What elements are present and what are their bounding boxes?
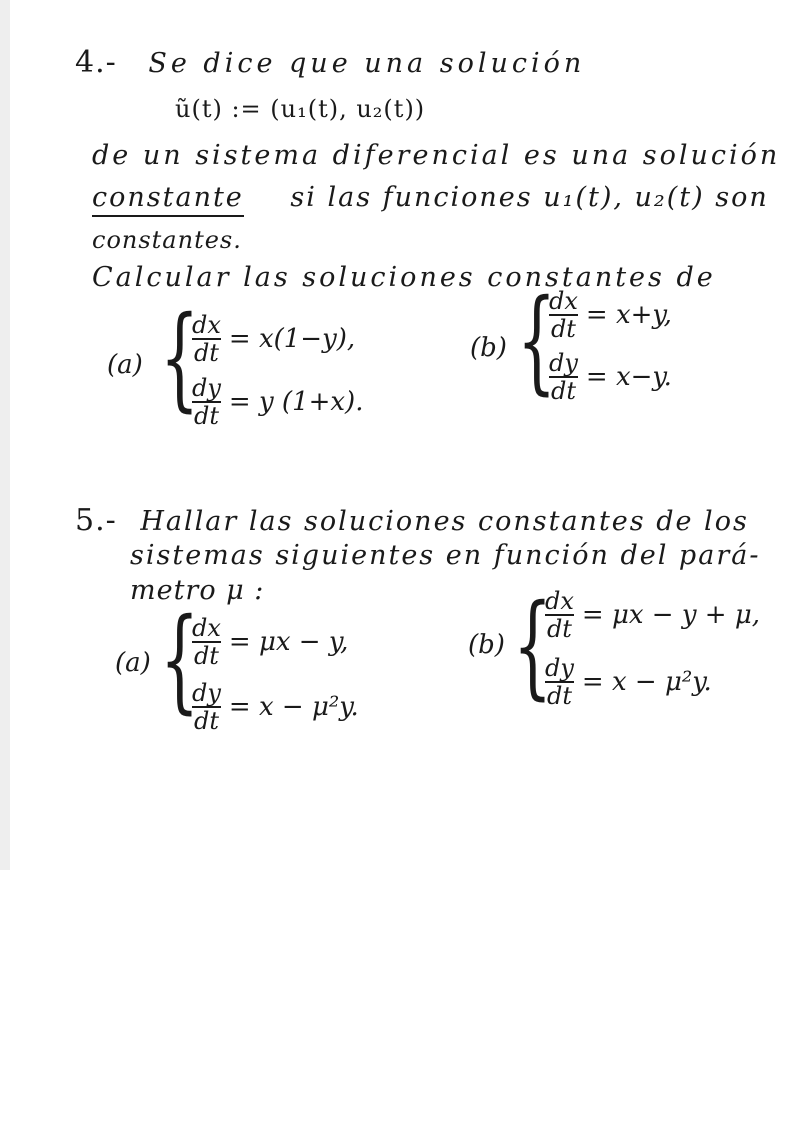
equation-rhs: = y (1+x). [228,387,364,417]
fraction-numerator: dx [545,587,574,615]
problem-4-intro-text: Se dice que una solución [148,48,586,79]
fraction [543,588,576,642]
problem-4-definition: ũ(t) := (u₁(t), u₂(t)) [175,95,426,123]
equation-rhs: = μx − y + μ, [581,600,760,630]
problem-5-a-equation-1 [190,615,348,669]
problem-5-b-label: (b) [468,630,505,660]
problem-4-b-label: (b) [470,333,507,363]
problem-4-line-4-rest: si las funciones u₁(t), u₂(t) son [290,182,769,213]
equation-rhs: = x(1−y), [228,324,356,354]
equation-rhs: = x − μ²y. [581,667,712,697]
fraction [190,312,223,366]
problem-4-a-equation-2 [190,375,363,429]
problem-5-a-brace: { [160,595,200,725]
fraction-numerator: dy [545,654,574,682]
problem-4-line-5: constantes. [92,226,242,254]
problem-5-line-3: metro μ : [130,575,265,606]
fraction-denominator: dt [193,707,219,735]
fraction-numerator: dx [192,614,221,642]
fraction-denominator: dt [546,615,572,643]
fraction-denominator: dt [193,402,219,430]
problem-5-line-1-text: Hallar las soluciones constantes de los [140,506,749,537]
fraction-denominator: dt [193,339,219,367]
fraction-numerator: dy [192,679,221,707]
fraction [543,655,576,709]
fraction-numerator: dy [549,349,578,377]
fraction [547,288,580,342]
problem-5-line-1 [75,503,749,538]
fraction-numerator: dy [192,374,221,402]
problem-4-line-6: Calcular las soluciones constantes de [92,262,716,293]
problem-5-a-equation-2 [190,680,359,734]
fraction-denominator: dt [546,682,572,710]
equation-rhs: = μx − y, [228,627,349,657]
problem-4-b-equation-2 [547,350,672,404]
problem-4-b-equation-1 [547,288,672,342]
problem-4-line-4 [92,182,769,213]
fraction [190,615,223,669]
fraction-numerator: dx [192,311,221,339]
scan-edge-strip [0,0,10,870]
fraction-denominator: dt [550,377,576,405]
equation-rhs: = x−y. [585,362,672,392]
fraction [190,680,223,734]
equation-rhs: = x − μ²y. [228,692,359,722]
problem-5-number: 5.- [75,503,117,538]
problem-5-b-equation-2 [543,655,712,709]
underlined-constante: constante [92,182,244,217]
equation-rhs: = x+y, [585,300,672,330]
problem-4-b-brace: { [517,276,557,406]
problem-4-intro [75,45,585,80]
problem-4-a-equation-1 [190,312,355,366]
problem-4-line-3: de un sistema diferencial es una solución [92,140,781,171]
problem-4-number: 4.- [75,45,117,80]
fraction-numerator: dx [549,287,578,315]
fraction-denominator: dt [193,642,219,670]
problem-5-a-label: (a) [115,648,151,678]
fraction [547,350,580,404]
problem-5-line-2: sistemas siguientes en función del pará- [130,540,761,571]
problem-4-a-label: (a) [107,350,143,380]
problem-4-a-brace: { [160,293,200,423]
fraction [190,375,223,429]
problem-5-b-brace: { [513,581,553,711]
fraction-denominator: dt [550,315,576,343]
problem-5-b-equation-1 [543,588,760,642]
